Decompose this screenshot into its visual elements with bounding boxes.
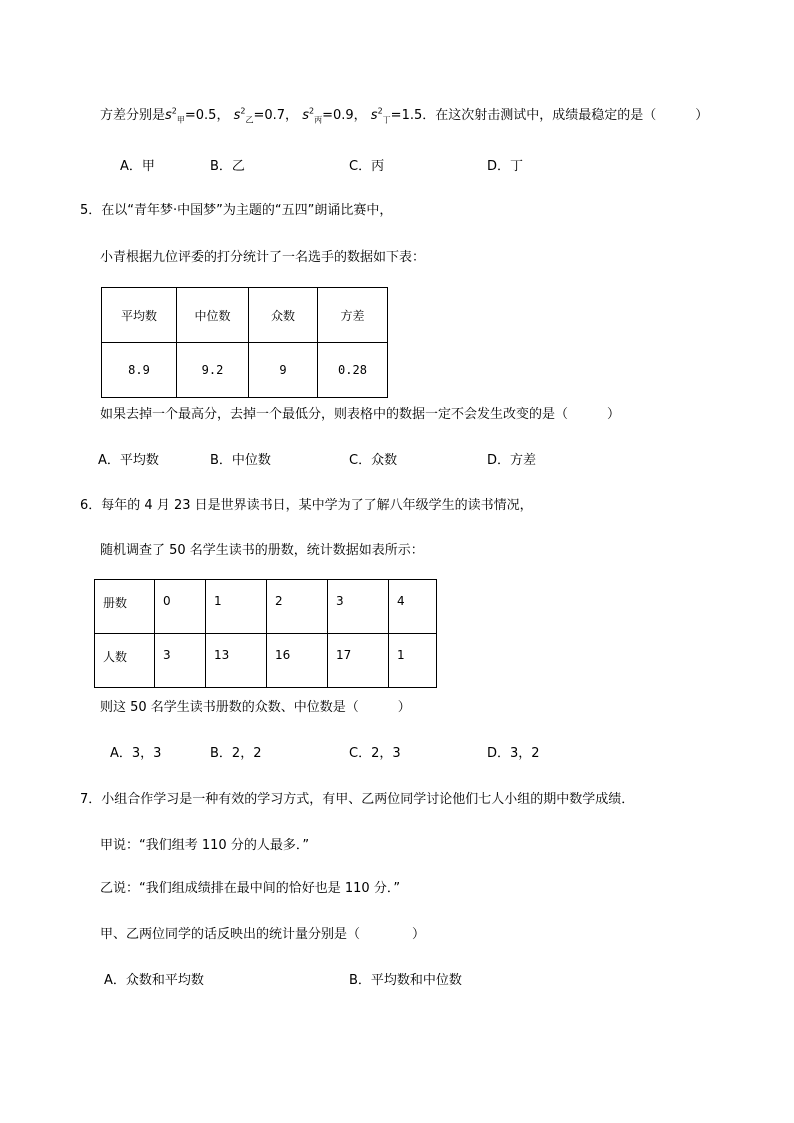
q7-stem: 7．小组合作学习是一种有效的学习方式，有甲、乙两位同学讨论他们七人小组的期中数学成绩． bbox=[80, 792, 635, 807]
table-cell: 1 bbox=[389, 634, 437, 688]
table-row bbox=[95, 634, 437, 688]
q6-option-b: B．2，2 bbox=[210, 746, 262, 761]
table-cell: 3 bbox=[155, 634, 206, 688]
q6-option-a: A．3，3 bbox=[110, 746, 162, 761]
table-header-cell: 方差 bbox=[318, 288, 388, 343]
q5-line2: 小青根据九位评委的打分统计了一名选手的数据如下表： bbox=[100, 250, 426, 265]
table-header-cell: 平均数 bbox=[102, 288, 177, 343]
q6-option-c: C．2，3 bbox=[349, 746, 401, 761]
table-cell: 0.28 bbox=[318, 343, 388, 398]
q7-question: 甲、乙两位同学的话反映出的统计量分别是（ ） bbox=[100, 927, 426, 942]
q5-stem: 5．在以“青年梦·中国梦”为主题的“五四”朗诵比赛中， bbox=[80, 203, 393, 218]
q5-option-a: A．平均数 bbox=[98, 453, 159, 468]
table-cell: 8.9 bbox=[102, 343, 177, 398]
q4-option-d: D．丁 bbox=[487, 159, 524, 174]
table-cell: 4 bbox=[389, 580, 437, 634]
q4-variance-line: 方差分别是$s^2_甲=0.5$， $s^2_乙=0.7$， $s^2_丙=0.9$， $s^2_丁=1.5$．在这次射击测试中，成绩最稳定的是（ ） bbox=[100, 106, 709, 125]
table-cell: 9 bbox=[249, 343, 318, 398]
q7-jia-says: 甲说：“我们组考 110 分的人最多．” bbox=[100, 838, 310, 853]
q5-number: 5． bbox=[80, 203, 102, 218]
q4-option-b: B．乙 bbox=[210, 159, 245, 174]
q7-yi-says: 乙说：“我们组成绩排在最中间的恰好也是 110 分．” bbox=[100, 881, 401, 896]
q7-option-b: B．平均数和中位数 bbox=[349, 973, 462, 988]
q5-question: 如果去掉一个最高分，去掉一个最低分，则表格中的数据一定不会发生改变的是（ ） bbox=[100, 407, 621, 422]
table-cell: 3 bbox=[328, 580, 389, 634]
q4-option-a: A．甲 bbox=[120, 159, 155, 174]
table-cell: 17 bbox=[328, 634, 389, 688]
q6-option-d: D．3，2 bbox=[487, 746, 540, 761]
q4-line-prefix: 方差分别是 bbox=[100, 108, 166, 123]
q5-option-b: B．中位数 bbox=[210, 453, 271, 468]
table-cell: 0 bbox=[155, 580, 206, 634]
q6-question: 则这 50 名学生读书册数的众数、中位数是（ ） bbox=[100, 700, 411, 715]
table-header-cell: 册数 bbox=[95, 580, 155, 634]
table-header-cell: 众数 bbox=[249, 288, 318, 343]
table-cell: 16 bbox=[267, 634, 328, 688]
q6-books-table bbox=[94, 579, 437, 688]
table-header-cell: 中位数 bbox=[177, 288, 249, 343]
q5-option-d: D．方差 bbox=[487, 453, 537, 468]
table-cell: 9.2 bbox=[177, 343, 249, 398]
table-row bbox=[102, 343, 388, 398]
q7-number: 7． bbox=[80, 792, 102, 807]
q6-stem: 6．每年的 4 月 23 日是世界读书日，某中学为了了解八年级学生的读书情况， bbox=[80, 498, 533, 513]
q7-option-a: A．众数和平均数 bbox=[104, 973, 204, 988]
q5-option-c: C．众数 bbox=[349, 453, 398, 468]
q4-option-c: C．丙 bbox=[349, 159, 385, 174]
table-cell: 1 bbox=[206, 580, 267, 634]
table-cell: 13 bbox=[206, 634, 267, 688]
table-header-cell: 人数 bbox=[95, 634, 155, 688]
table-row bbox=[102, 288, 388, 343]
q6-line2: 随机调查了 50 名学生读书的册数，统计数据如表所示： bbox=[100, 543, 424, 558]
q6-number: 6． bbox=[80, 498, 102, 513]
table-cell: 2 bbox=[267, 580, 328, 634]
q5-stats-table bbox=[101, 287, 388, 398]
table-row bbox=[95, 580, 437, 634]
